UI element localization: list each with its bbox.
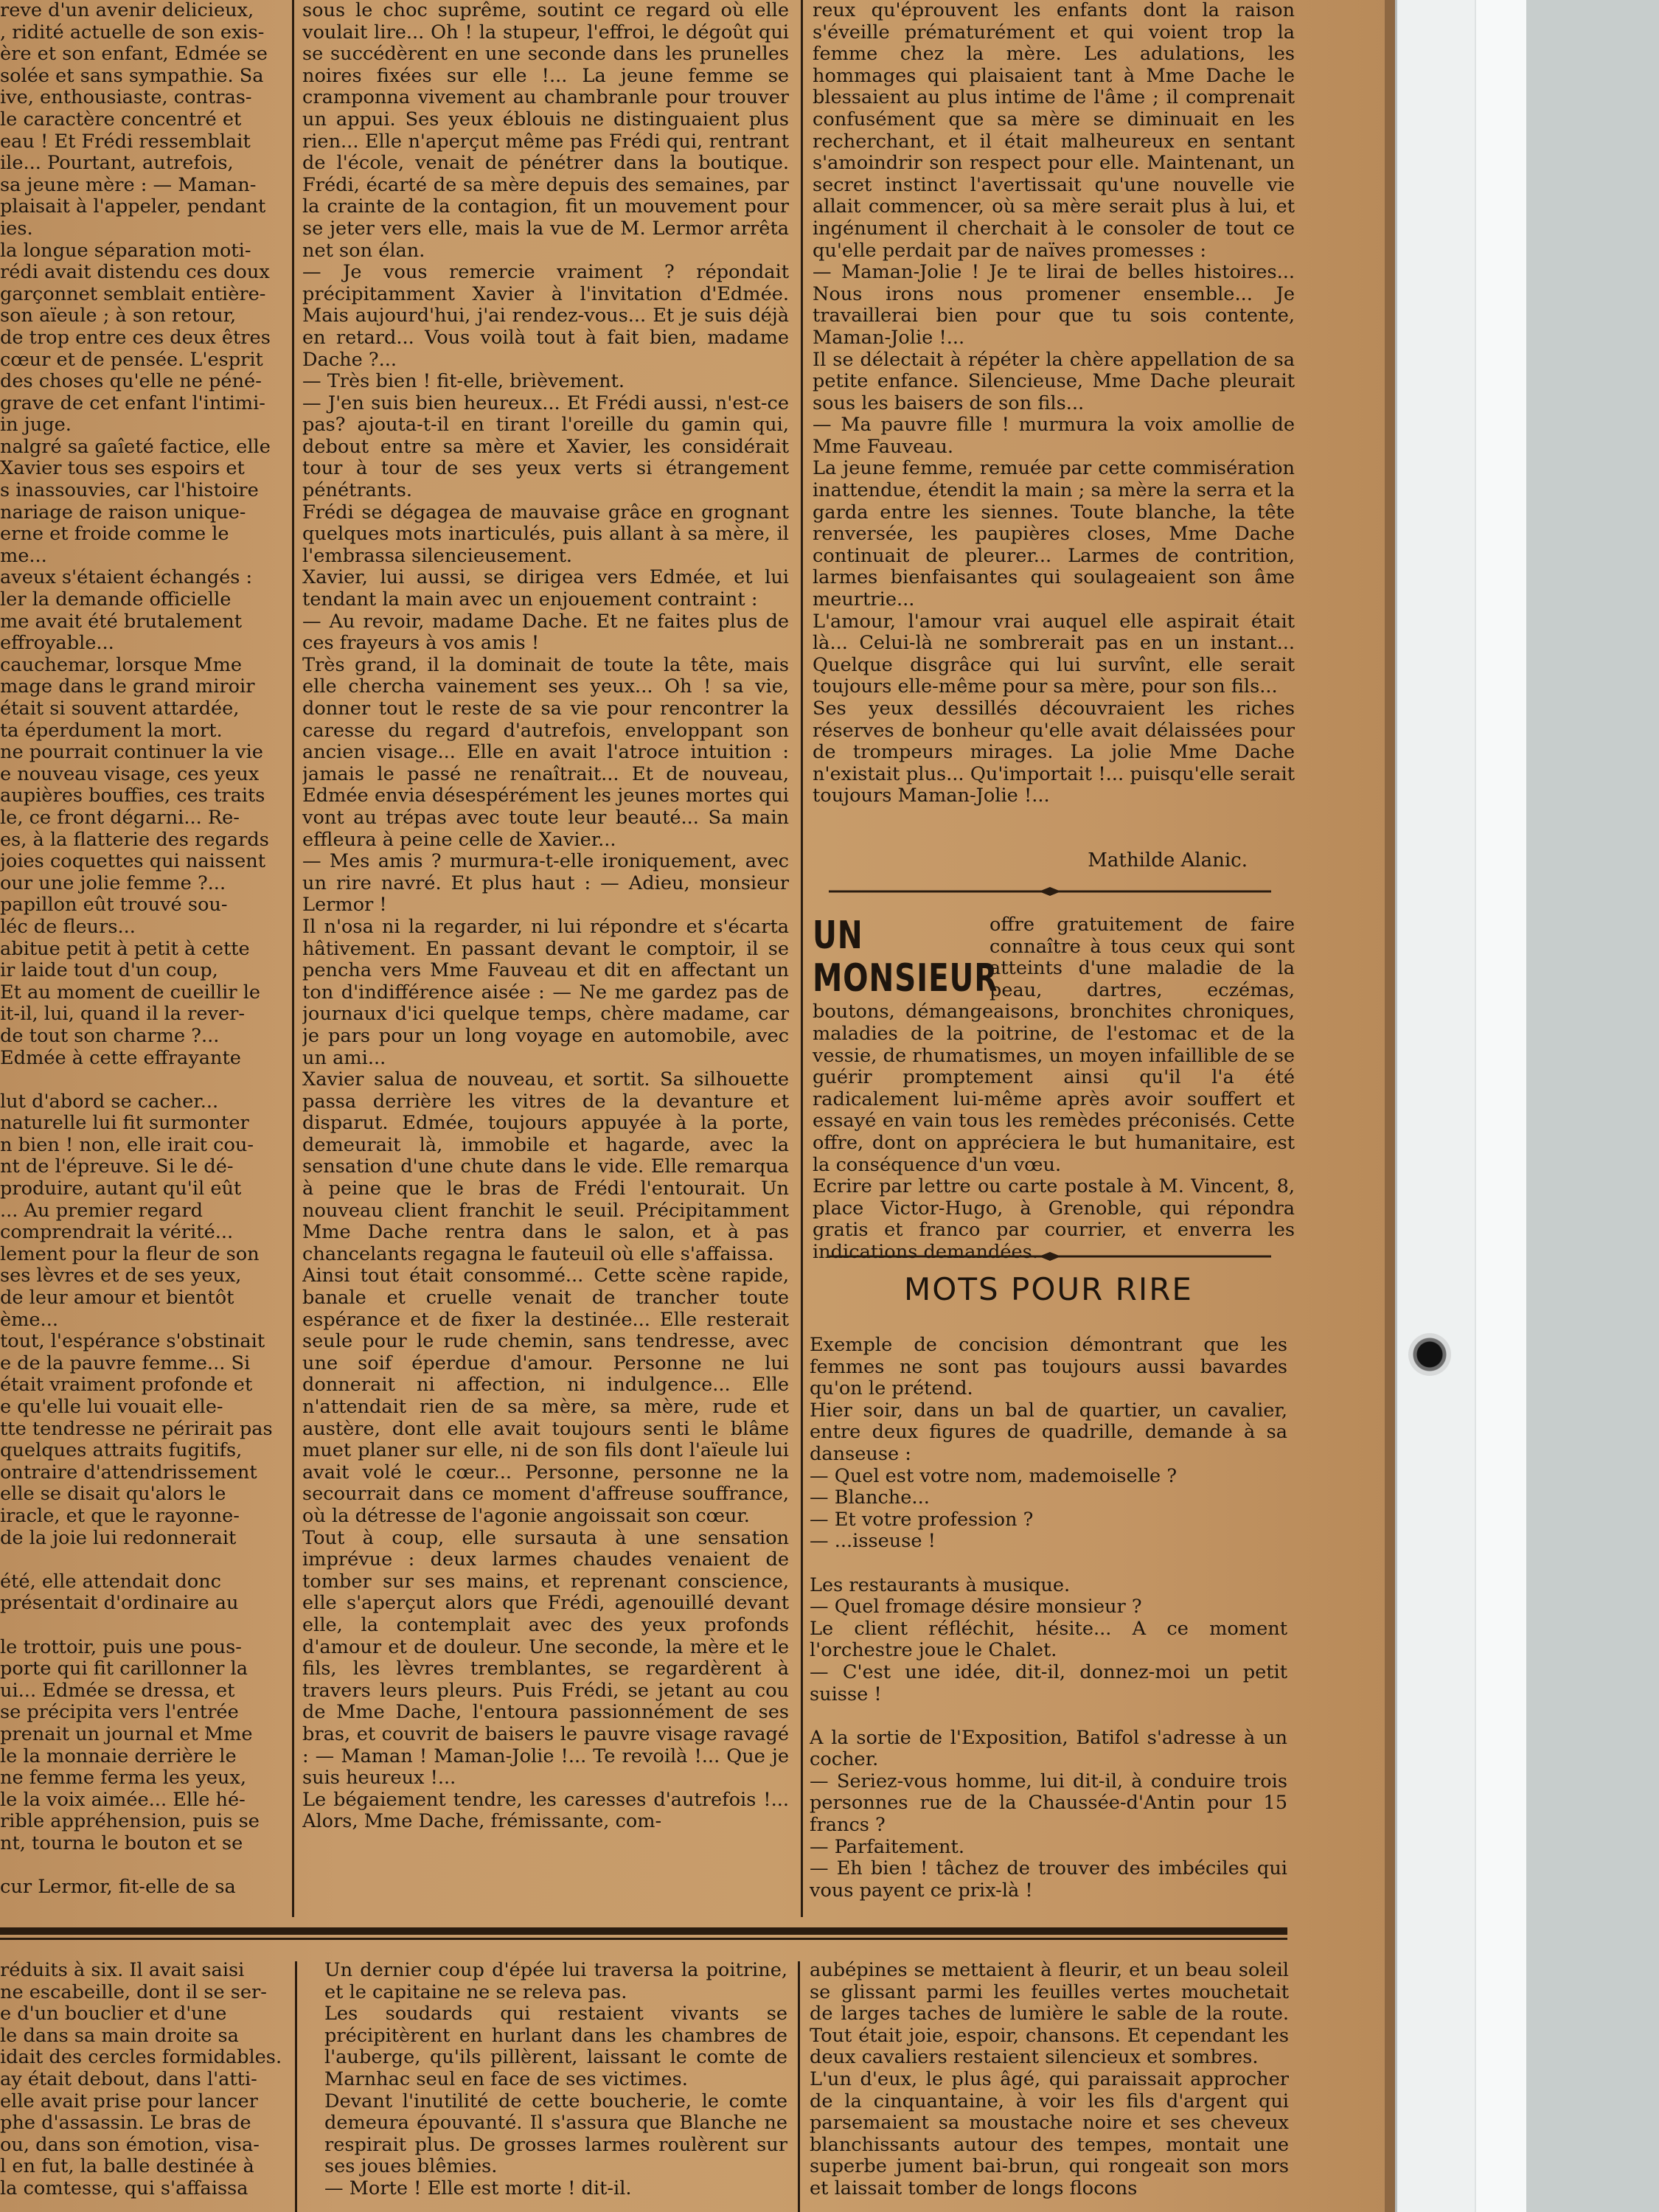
article-column-middle: sous le choc suprême, soutint ce regard où elle voulait lire... Oh ! la stupeur, l'effroi, le dégoût qui se succédèrent en une seconde dans les prunelles noires fixées sur elle !... La jeune femme se cramponna vivement au chambranle pour trouver un appui. Ses yeux éblouis ne distinguaient plus rien... Elle n'aperçut même pas Frédi qui, rentrant de l'école, venait de pénétrer dans la boutique. Frédi, écarté de sa mère depuis des semaines, par la crainte de la contagion, fit un mouvement pour se jeter vers elle, mais la vue de M. Lermor arrêta net son élan. — Je vous remercie vraiment ? répondait précipitamment Xavier à l'invitation d'Edmée. Mais aujourd'hui, j'ai rendez-vous... Et je suis déjà en retard... Vous voilà tout à fait bien, madame Dache ?... — Très bien ! fit-elle, brièvement. — J'en suis bien heureux... Et Frédi aussi, n'est-ce pas? ajouta-t-il en tirant l'oreille du gamin qui, debout entre sa mère et Xavier, les considérait tour à tour de ses yeux verts si étrangement pénétrants. Frédi se dégagea de mauvaise grâce en grognant quelques mots inarticulés, puis allant à sa mère, il l'embrassa silencieusement. Xavier, lui aussi, se dirigea vers Edmée, et lui tendant la main avec un enjouement contraint : — Au revoir, madame Dache. Et ne faites plus de ces frayeurs à vos amis ! Très grand, il la dominait de toute la tête, mais elle chercha vainement ses yeux... Oh ! sa vie, donner tout le reste de sa vie pour rencontrer la caresse du regard d'autrefois, enveloppant son ancien visage... Elle en avait l'atroce intuition : jamais le passé ne renaîtrait... Et de nouveau, Edmée envia désespérément les jeunes mortes qui vont au trépas avec toute leur beauté... Sa main effleura à peine celle de Xavier... — Mes amis ? murmura-t-elle ironiquement, avec un rire navré. Et plus haut : — Adieu, monsieur Lermor ! Il n'osa ni la regarder, ni lui répondre et s'écarta hâtivement. En passant devant le comptoir, il se pencha vers Mme Fauveau et dit en affectant un ton d'indifférence aisée : — Ne me gardez pas de journaux d'ici quelque temps, chère madame, car je pars pour un long voyage en automobile, avec un ami... Xavier salua de nouveau, et sortit. Sa silhouette passa derrière les vitres de la devanture et disparut. Edmée, toujours appuyée à la porte, demeurait là, immobile et hagarde, avec la sensation d'une chute dans le vide. Elle remarqua à peine que le bras de Frédi l'entourait. Un nouveau client franchit le seuil. Précipitamment Mme Dache rentra dans le salon, et à pas chancelants regagna le fauteuil où elle s'affaissa. Ainsi tout était consommé... Cette scène rapide, banale et cruelle venait de trancher toute espérance et de fixer la destinée... Elle resterait seule pour le rude chemin, sans tendresse, avec une soif éperdue d'amour. Personne ne lui donnerait ni affection, ni indulgence... Elle n'attendait rien de sa mère, sa mère, rude et austère, dont elle avait toujours senti le blâme muet planer sur elle, ni de son fils dont l'aïeule lui avait volé le cœur... Personne, personne ne la secourrait dans ce moment d'affreuse souffrance, où la détresse de l'agonie angoissait son cœur. Tout à coup, elle sursauta à une sensation imprévue : deux larmes chaudes venaient de tomber sur ses mains, et reprenant conscience, elle s'aperçut alors que Frédi, agenouillé devant elle, la contemplait avec des yeux profonds d'amour et de douleur. Une seconde, la mère et le fils, les lèvres tremblantes, se regardèrent à travers leurs pleurs. Puis Frédi, se jetant au cou de Mme Dache, l'entoura passionnément de ses bras, et couvrit de baisers le pauvre visage ravagé : — Maman ! Maman-Jolie !... Te revoilà !... Que je suis heureux !... Le bégaiement tendre, les caresses d'autrefois !... Alors, Mme Dache, frémissante, com-: [302, 0, 789, 1833]
author-signature: Mathilde Alanic.: [1088, 849, 1248, 872]
article-column-right: reux qu'éprouvent les enfants dont la raison s'éveille prématurément et qui voient trop la femme chez la mère. Les adulations, les hommages qui plaisaient tant à Mme Dache le blessaient au plus intime de l'âme ; il comprenait confusément que sa mère se diminuait en les recherchant, et il était malheureux en sentant s'amoindrir son respect pour elle. Maintenant, un secret instinct l'avertissait qu'une nouvelle vie allait commencer, où sa mère serait plus à lui, et ingénument il cherchait à le consoler de tout ce qu'elle perdait par de naïves promesses : — Maman-Jolie ! Je te lirai de belles histoires... Nous irons nous promener ensemble... Je travaillerai bien pour que tu sois contente, Maman-Jolie !... Il se délectait à répéter la chère appellation de sa petite enfance. Silencieuse, Mme Dache pleurait sous les baisers de son fils... — Ma pauvre fille ! murmura la voix amollie de Mme Fauveau. La jeune femme, remuée par cette commisération inattendue, étendit la main ; sa mère la serra et la garda entre les siennes. Toute blanche, la tête renversée, les paupières closes, Mme Dache continuait de pleurer... Larmes de contrition, larmes bienfaisantes qui soulageaient son âme meurtrie... L'amour, l'amour vrai auquel elle aspirait était là... Celui-là ne sombrerait pas en un instant... Quelque disgrâce qui lui survînt, elle serait toujours elle-même pour sa mère, pour son fils... Ses yeux dessillés découvraient les riches réserves de bonheur qu'elle avait délaissées pour de trompeurs mirages. La jolie Mme Dache n'existait plus... Qu'importait !... puisqu'elle serait toujours Maman-Jolie !...: [813, 0, 1295, 807]
feuilleton-column-left: réduits à six. Il avait saisi ne escabeille, dont il se ser- e d'un bouclier et d'une le dans sa main droite sa idait des cercles formidables. ay était debout, dans l'atti- elle avait prise pour lancer phe d'assassin. Le bras de ou, dans son émotion, visa- l en fut, la balle destinée à la comtesse, qui s'affaissa: [0, 1960, 282, 2199]
feuilleton-column-right: aubépines se mettaient à fleurir, et un beau soleil se glissant parmi les feuilles vertes mouchetait de larges taches de lumière le sable de la route. Tout était joie, espoir, chansons. Et cependant les deux cavaliers restaient silencieux et sombres. L'un d'eux, le plus âgé, qui paraissait approcher de la cinquantaine, à voir les fils d'argent qui parsemaient sa moustache noire et ses cheveux blanchissants autour des tempes, montait une superbe jument bai-brun, qui rongeait son mors et laissait tomber de longs flocons: [810, 1960, 1289, 2199]
advertisement: [813, 914, 1295, 1264]
ornament-divider: [829, 886, 1271, 897]
article-column-left: reve d'un avenir delicieux, , ridité actuelle de son exis- ère et son enfant, Edmée se solée et sans sympathie. Sa ive, enthousiaste, contras- le caractère concentré et eau ! Et Frédi ressemblait ile... Pourtant, autrefois, sa jeune mère : — Maman- plaisait à l'appeler, pendant ies. la longue séparation moti- rédi avait distendu ces doux garçonnet semblait entière- son aïeule ; à son retour, de trop entre ces deux êtres cœur et de pensée. L'esprit des choses qu'elle ne péné- grave de cet enfant l'intimi- in juge. nalgré sa gaîeté factice, elle Xavier tous ses espoirs et s inassouvies, car l'histoire nariage de raison unique- erne et froide comme le me... aveux s'étaient échangés : ler la demande officielle me avait été brutalement effroyable... cauchemar, lorsque Mme mage dans le grand miroir était si souvent attardée, ta éperdument la mort. ne pourrait continuer la vie e nouveau visage, ces yeux aupières bouffies, ces traits le, ce front dégarni... Re- es, à la flatterie des regards joies coquettes qui naissent our une jolie femme ?... papillon eût trouvé sou- léc de fleurs... abitue petit à petit à cette ir laide tout d'un coup, Et au moment de cueillir le it-il, lui, quand il la rever- de tout son charme ?... Edmée à cette effrayante lut d'abord se cacher... naturelle lui fit surmonter n bien ! non, elle irait cou- nt de l'épreuve. Si le dé- produire, autant qu'il eût ... Au premier regard comprendrait la vérité... lement pour la fleur de son ses lèvres et de ses yeux, de leur amour et bientôt ème... tout, l'espérance s'obstinait e de la pauvre femme... Si était vraiment profonde et e qu'elle lui vouait elle- tte tendresse ne périrait pas quelques attraits fugitifs, ontraire d'attendrissement elle se disait qu'alors le iracle, et que le rayonne- de la joie lui redonnerait été, elle attendait donc présentait d'ordinaire au le trottoir, puis une pous- porte qui fit carillonner la ui... Edmée se dressa, et se précipita vers l'entrée prenait un journal et Mme le la monnaie derrière le ne femme ferma les yeux, le la voix aimée... Elle hé- rible appréhension, puis se nt, tourna le bouton et se cur Lermor, fit-elle de sa: [0, 0, 273, 1899]
paper-edge: [1385, 0, 1395, 2212]
ad-headline: UN MONSIEUR: [813, 914, 998, 1001]
section-divider-thin: [0, 1938, 1287, 1940]
ad-text: offre gratuitement de faire connaître à tous ceux qui sont atteints d'une maladie de la peau, dartres, eczémas, boutons, démangeaisons, bronchites chroniques, maladies de la poitrine, de l'estomac et de la vessie, de rhumatismes, un moyen infaillible de se guérir promptement ainsi qu'il l'a été radicalement lui-même après avoir souffert et essayé en vain tous les remèdes préconisés. Cette offre, dont on appréciera le but humanitaire, est la conséquence d'un vœu. Ecrire par lettre ou carte postale à M. Vincent, 8, place Victor-Hugo, à Grenoble, qui répondra gratis et franco par courrier, et enverra les indications demandées.: [813, 914, 1295, 1263]
frame-mat-inner: [1475, 0, 1526, 2212]
screw-icon: [1408, 1333, 1451, 1376]
column-rule: [295, 1961, 297, 2212]
column-rule: [801, 0, 803, 1917]
feuilleton-column-middle: Un dernier coup d'épée lui traversa la poitrine, et le capitaine ne se releva pas. Les soudards qui restaient vivants se précipitèrent en hurlant dans les chambres de l'auberge, qu'ils pillèrent, laissant le comte de Marnhac seul en face de ses victimes. Devant l'inutilité de cette boucherie, le comte demeura épouvanté. Il s'assura que Blanche ne respirait plus. De grosses larmes roulèrent sur ses joues blêmies. — Morte ! Elle est morte ! dit-il.: [324, 1960, 787, 2199]
section-title: MOTS POUR RIRE: [904, 1271, 1193, 1307]
column-rule: [292, 0, 294, 1917]
column-rule: [798, 1961, 800, 2212]
wall-background: [1526, 0, 1659, 2212]
jokes-section: Exemple de concision démontrant que les femmes ne sont pas toujours aussi bavardes qu'on le prétend. Hier soir, dans un bal de quartier, un cavalier, entre deux figures de quadrille, demande à sa danseuse : — Quel est votre nom, mademoiselle ? — Blanche... — Et votre profession ? — ...isseuse ! Les restaurants à musique. — Quel fromage désire monsieur ? Le client réfléchit, hésite... A ce moment l'orchestre joue le Chalet. — C'est une idée, dit-il, donnez-moi un petit suisse ! A la sortie de l'Exposition, Batifol s'adresse à un cocher. — Seriez-vous homme, lui dit-il, à conduire trois personnes rue de la Chaussée-d'Antin pour 15 francs ? — Parfaitement. — Eh bien ! tâchez de trouver des imbéciles qui vous payent ce prix-là !: [810, 1335, 1287, 1902]
section-divider-thick: [0, 1927, 1287, 1935]
ornament-divider: [829, 1251, 1271, 1262]
frame-mat: [1395, 0, 1475, 2212]
